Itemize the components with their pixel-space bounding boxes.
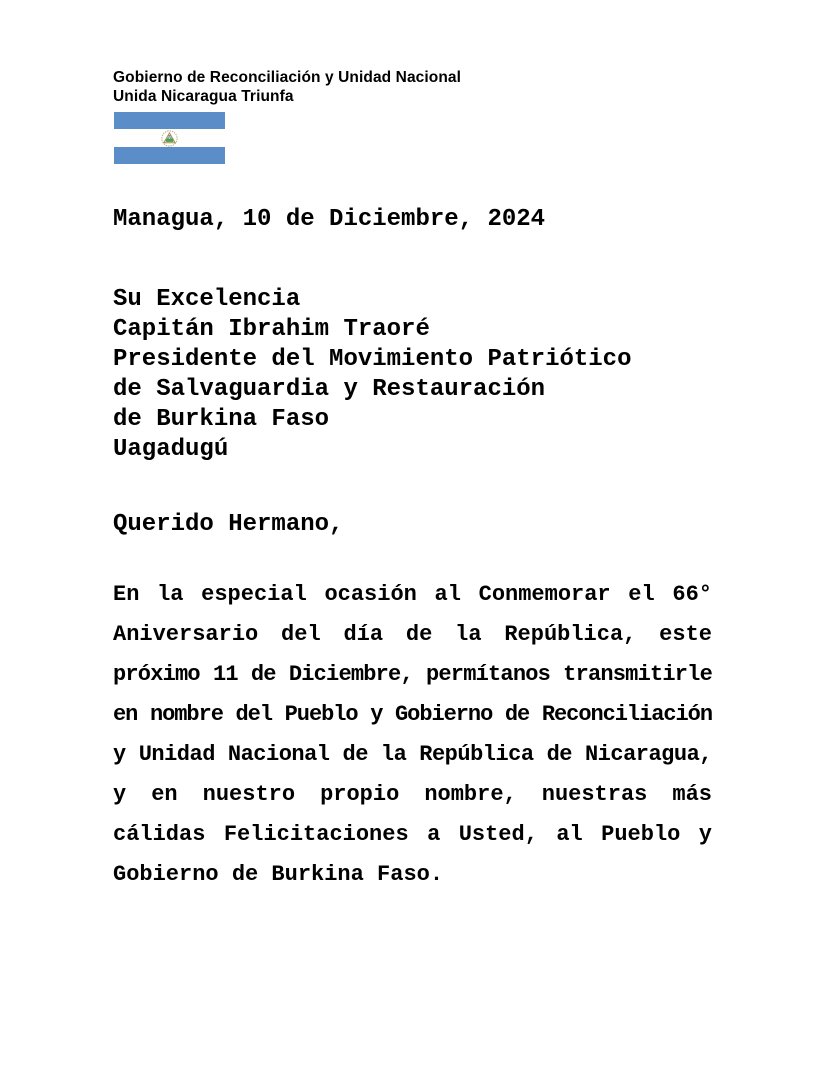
letter-body xyxy=(113,575,712,895)
recipient-line: Presidente del Movimiento Patriótico xyxy=(113,346,632,373)
recipient-line: Uagadugú xyxy=(113,436,229,463)
nicaragua-flag-image xyxy=(114,112,225,164)
body-line: cálidas Felicitaciones a Usted, al Pueblo y xyxy=(113,822,712,847)
body-line: En la especial ocasión al Conmemorar el 66° xyxy=(113,582,712,607)
date-line: Managua, 10 de Diciembre, 2024 xyxy=(113,206,546,233)
body-line: Aniversario del día de la República, este xyxy=(113,622,712,647)
recipient-line: de Burkina Faso xyxy=(113,406,330,433)
body-line: Gobierno de Burkina Faso. xyxy=(113,862,444,887)
letterhead xyxy=(113,68,461,106)
salutation: Querido Hermano, xyxy=(113,511,344,538)
flag-stripe-top xyxy=(114,112,225,129)
body-line: y en nuestro propio nombre, nuestras más xyxy=(113,782,712,807)
body-line: y Unidad Nacional de la República de Nicaragua, xyxy=(113,742,712,767)
recipient-line: Su Excelencia xyxy=(113,286,301,313)
org-motto: Unida Nicaragua Triunfa xyxy=(113,88,294,105)
recipient-line: de Salvaguardia y Restauración xyxy=(113,376,546,403)
body-line: en nombre del Pueblo y Gobierno de Reconciliación xyxy=(113,702,712,727)
flag-stripe-bottom xyxy=(114,147,225,164)
flag-coat-of-arms-icon xyxy=(160,129,179,148)
recipient-block xyxy=(113,285,631,465)
org-name: Gobierno de Reconciliación y Unidad Nacional xyxy=(113,69,462,86)
body-line: próximo 11 de Diciembre, permítanos transmitirle xyxy=(113,662,712,687)
recipient-line: Capitán Ibrahim Traoré xyxy=(113,316,430,343)
